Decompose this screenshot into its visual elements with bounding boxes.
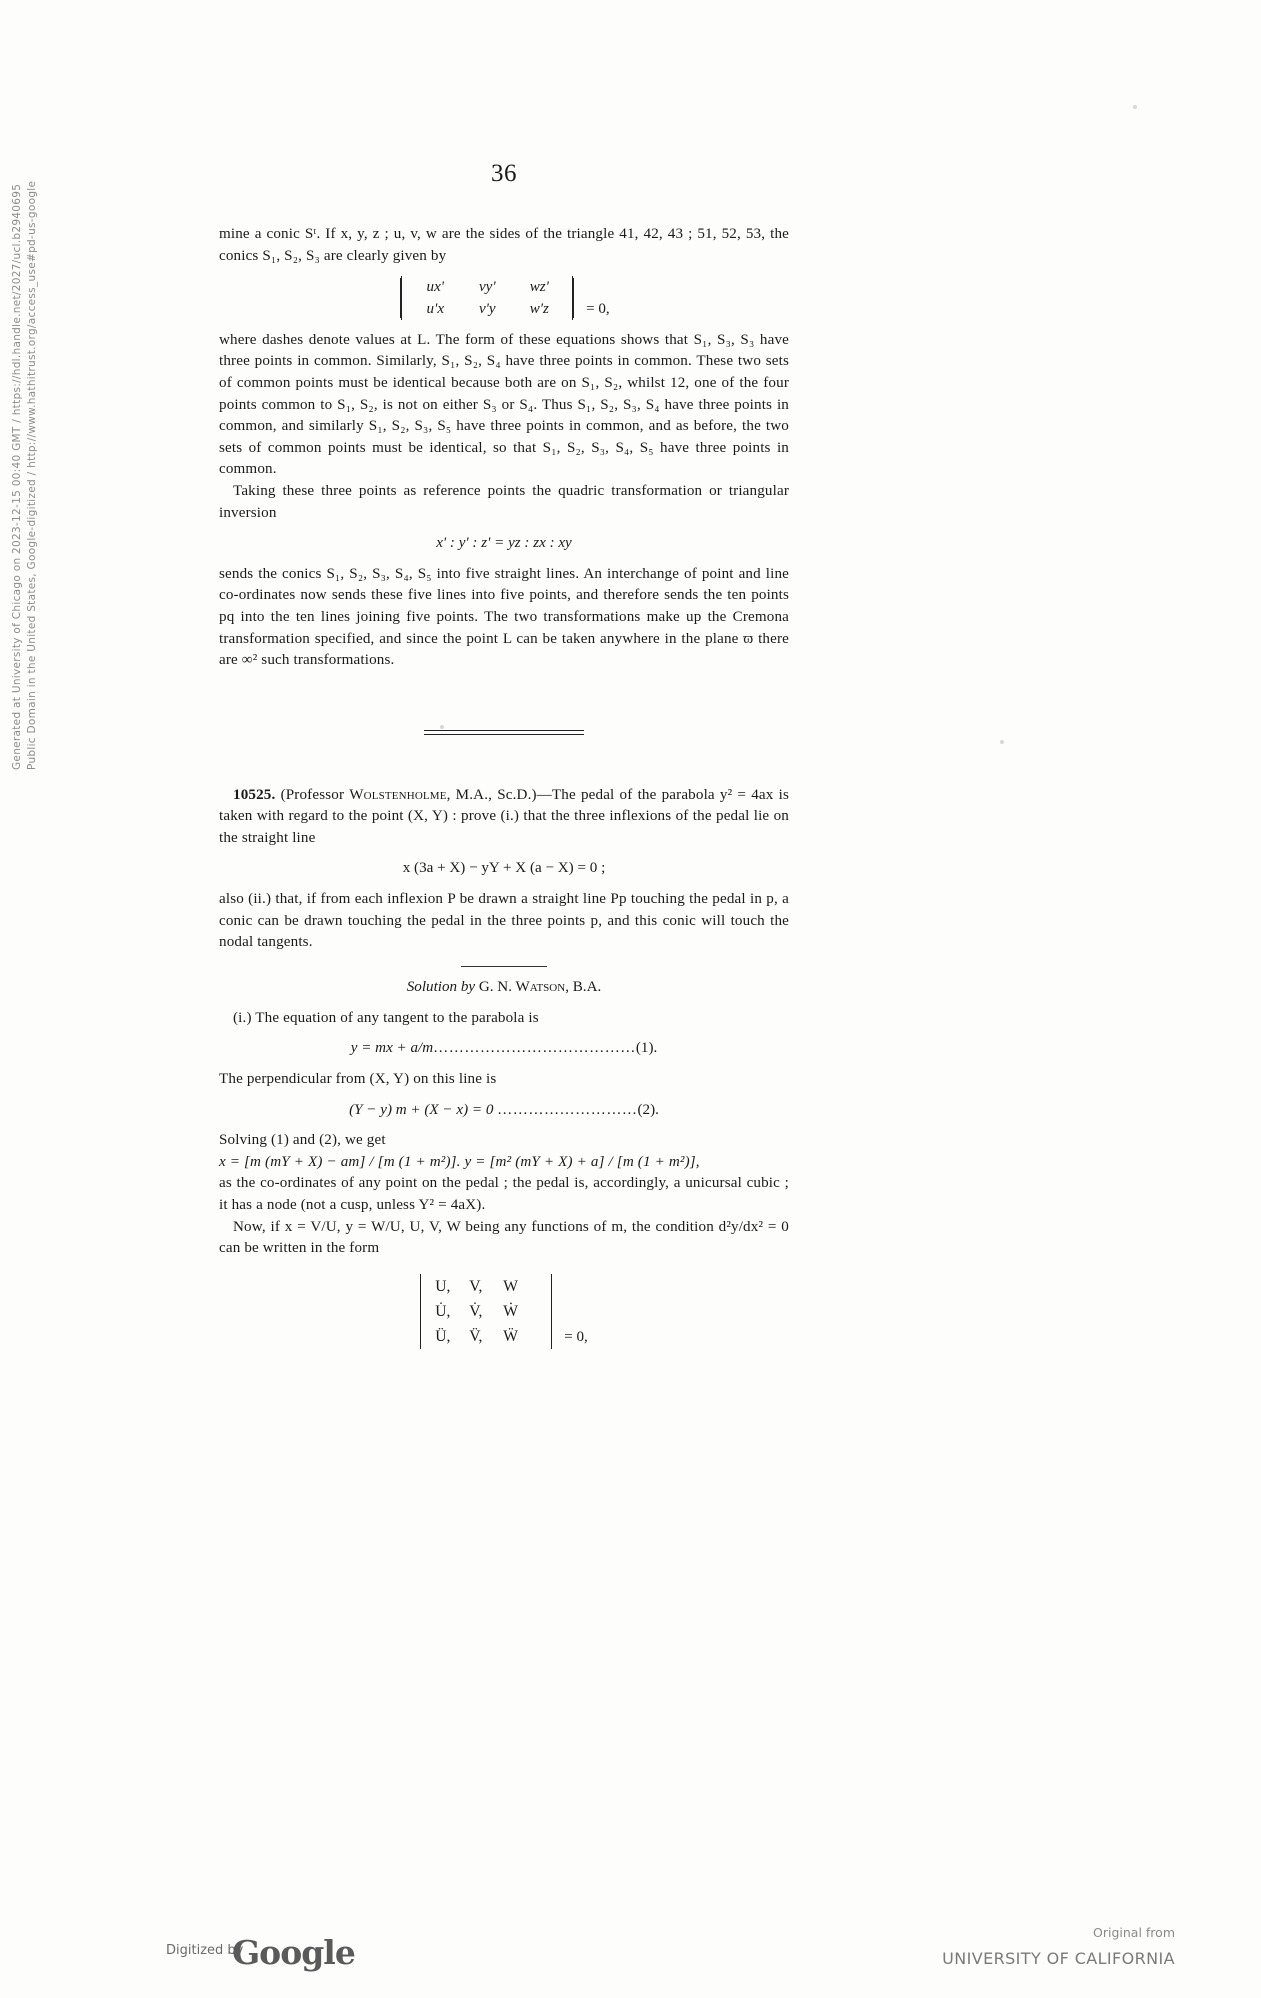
determinant-matrix — [401, 276, 573, 320]
equation-triangular-inversion: x' : y' : z' = yz : zx : xy — [436, 535, 572, 552]
attribution-open: (Professor — [280, 786, 350, 803]
paragraph-cremona: sends the conics S₁, S₂, S₃, S₄, S₅ into five straight lines. An interchange of point and line co-ordinates now sends these five lines into five points, and therefore sends the ten points pq into the ten lines joining five points. The two transformations make up the Cremona transformation specified, and since the point L can be taken anywhere in the plane ϖ there are ∞² such transformations. — [219, 565, 789, 669]
digitized-by-label: Digitized by — [166, 1943, 244, 1958]
solution-author: G. N. Watson — [478, 978, 566, 995]
matrix-cell: V, — [469, 1277, 483, 1295]
solution-line-4: as the co-ordinates of any point on the pedal ; the pedal is, accordingly, a unicursal cubic ; it has a node (not a cusp, unless Y² = 4aX). — [219, 1175, 789, 1213]
solution-line-2: The perpendicular from (X, Y) on this line is — [219, 1071, 497, 1088]
matrix-cell: Ẇ — [503, 1302, 518, 1320]
scan-provenance-line-2: Public Domain in the United States, Google-digitized / http://www.hathitrust.org/access_use#pd-us-google — [26, 180, 38, 770]
solution-heading-label: Solution by — [406, 978, 476, 995]
matrix-cell: wz' — [529, 279, 549, 296]
scan-speck — [1133, 105, 1137, 109]
solution-line-5: Now, if x = V/U, y = W/U, U, V, W being any functions of m, the condition d²y/dx² = 0 can be written in the form — [219, 1218, 789, 1257]
paragraph-common-points: where dashes denote values at L. The form of these equations shows that S₁, S₃, S₃ have three points in common. Similarly, S₁, S₂, S₄ have three points in common. These two sets of common points must be identical because both are on S₁, S₂, whilst 12, one of the four points common to S₁, S₂, is not on either S₃ or S₄. Thus S₁, S₂, S₃, S₄ have three points in common, and similarly S₁, S₂, S₃, S₅ have three points in common, and as before, the two sets of common points must be identical, so that S₁, S₂, S₃, S₄, S₅ have three points in common. — [219, 331, 789, 478]
equation-1-number: (1). — [635, 1040, 658, 1057]
equation-tail: = 0, — [586, 301, 610, 318]
problem-text: , M.A., Sc.D.)—The pedal of the parabola y² = 4ax is taken with regard to the point (X, Y) : prove (i.) that the three inflexions of the pedal lie on the straight line — [219, 786, 789, 846]
problem-statement-part-two: also (ii.) that, if from each inflexion P be drawn a straight line Pp touching the pedal in p, a conic can be drawn touching the pedal in the three points p, and this conic will touch the nodal tangents. — [219, 891, 789, 951]
scan-provenance-line-1: Generated at University of Chicago on 2023-12-15 00:40 GMT / https://hdl.handle.net/2027/ucl.b2940695 — [11, 183, 23, 770]
solution-author-suffix: , B.A. — [565, 978, 602, 995]
matrix-cell: vy' — [478, 279, 496, 296]
equation-3: x = [m (mY + X) − am] / [m (1 + m²)]. y = [m² (mY + X) + a] / [m (1 + m²)], — [219, 1153, 700, 1170]
matrix-cell: U, — [435, 1277, 451, 1295]
matrix-cell: U̇, — [435, 1302, 451, 1320]
equation-1-body: y = mx + a/m — [350, 1040, 434, 1057]
problem-number: 10525. — [233, 786, 276, 803]
solution-heading — [219, 979, 789, 996]
solution-line-3: Solving (1) and (2), we get — [219, 1132, 386, 1149]
equation-2-leader: ……………………… — [497, 1101, 638, 1118]
matrix-cell: ux' — [426, 279, 445, 296]
matrix-cell: w'z — [529, 301, 549, 318]
matrix-cell: W — [503, 1277, 518, 1295]
matrix-cell: Ẅ — [503, 1327, 518, 1345]
solution-line-1: (i.) The equation of any tangent to the parabola is — [233, 1009, 539, 1026]
page-footer — [0, 1910, 1261, 1980]
short-divider-rule — [461, 966, 547, 967]
equation-2-body: (Y − y) m + (X − x) = 0 — [349, 1101, 494, 1118]
matrix-cell: Ü, — [435, 1327, 451, 1345]
equation-1-leader: ………………………………… — [433, 1040, 636, 1057]
equation-tail: = 0, — [564, 1328, 588, 1345]
paragraph-quadric-transformation: Taking these three points as reference points the quadric transformation or triangular inversion — [219, 482, 789, 521]
equation-2 — [219, 1100, 789, 1122]
scan-provenance-watermark — [10, 180, 40, 770]
equation-inflexion-line: x (3a + X) − yY + X (a − X) = 0 ; — [402, 860, 606, 877]
source-institution: UNIVERSITY OF CALIFORNIA — [942, 1949, 1175, 1968]
matrix-cell: V̈, — [469, 1327, 483, 1345]
matrix-cell: V̇, — [469, 1302, 483, 1320]
paragraph-continuation: mine a conic Sᵗ. If x, y, z ; u, v, w are the sides of the triangle 41, 42, 43 ; 51, 52, 53, the conics S₁, S₂, S₃ are clearly given by — [219, 226, 789, 264]
problem-author: Wolstenholme — [349, 786, 447, 803]
determinant-equation-1 — [219, 276, 789, 321]
matrix-cell: u'x — [426, 301, 445, 318]
equation-1 — [219, 1038, 789, 1060]
equation-2-number: (2). — [637, 1101, 659, 1118]
determinant-equation-2 — [219, 1274, 789, 1349]
original-from-label: Original from — [1093, 1925, 1175, 1940]
section-divider-double-rule — [424, 730, 584, 735]
determinant-matrix-uvw — [420, 1274, 552, 1349]
google-logo: Google — [232, 1933, 355, 1972]
page-number: 36 — [491, 160, 517, 187]
matrix-cell: v'y — [478, 301, 496, 318]
page-content — [219, 160, 789, 1349]
scan-speck — [1000, 740, 1004, 744]
problem-statement — [219, 785, 789, 850]
